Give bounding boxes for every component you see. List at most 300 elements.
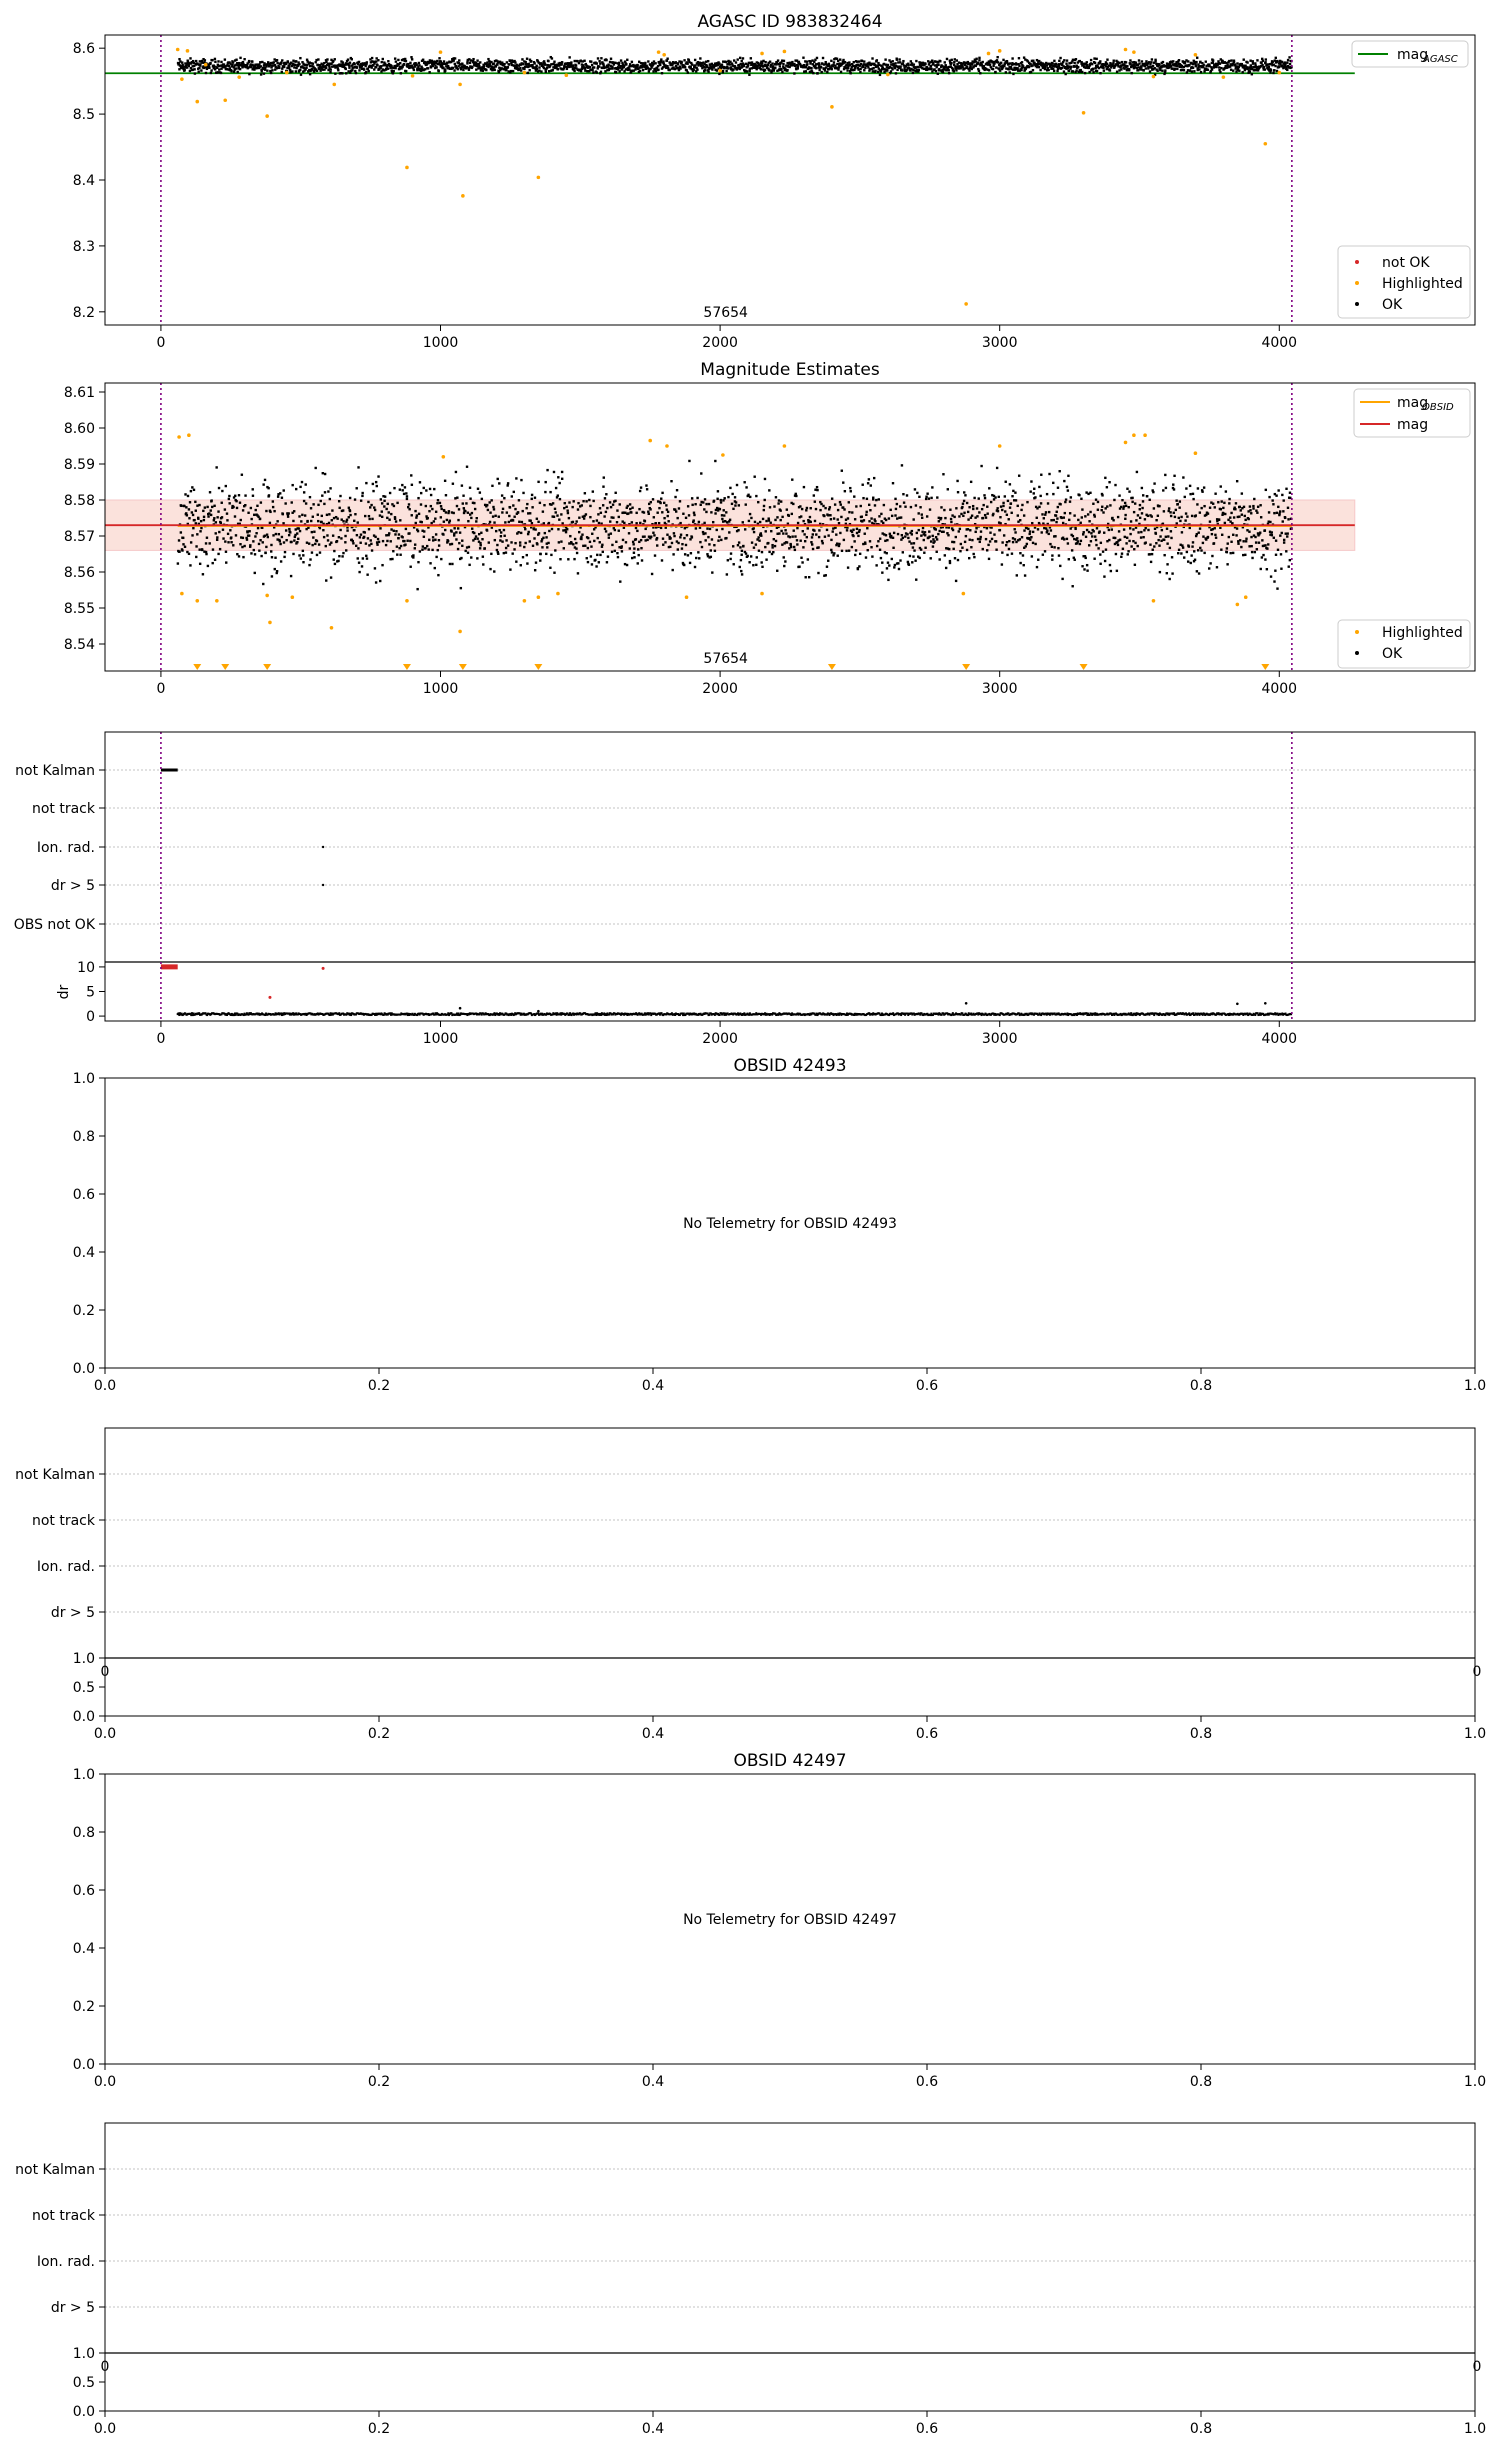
ok-point (292, 520, 294, 522)
ok-point (285, 539, 287, 541)
ok-point (996, 467, 998, 469)
ok-point (273, 61, 275, 63)
ok-point (883, 63, 885, 65)
ok-point (1135, 519, 1137, 521)
ok-point (333, 550, 335, 552)
ok-point (454, 63, 456, 65)
ok-point (381, 516, 383, 518)
ok-point (1102, 67, 1104, 69)
ok-point (325, 545, 327, 547)
ok-point (999, 529, 1001, 531)
ok-point (911, 533, 913, 535)
ok-point (337, 69, 339, 71)
ok-point (1155, 532, 1157, 534)
ok-point (440, 508, 442, 510)
ok-point (689, 562, 691, 564)
ok-point (457, 68, 459, 70)
ok-point (360, 533, 362, 535)
ok-point (453, 59, 455, 61)
ok-point (230, 70, 232, 72)
ok-point (1155, 542, 1157, 544)
ok-point (508, 63, 510, 65)
ok-point (385, 68, 387, 70)
ok-point (1176, 68, 1178, 70)
ok-point (844, 61, 846, 63)
ok-point (1049, 543, 1051, 545)
ok-point (916, 532, 918, 534)
ok-point (358, 69, 360, 71)
ok-point (1069, 527, 1071, 529)
ok-point (216, 516, 218, 518)
ok-point (870, 517, 872, 519)
ok-point (1162, 489, 1164, 491)
ok-point (1022, 554, 1024, 556)
ok-point (529, 512, 531, 514)
ok-point (961, 506, 963, 508)
ok-point (270, 72, 272, 74)
ok-point (1063, 59, 1065, 61)
ok-point (542, 510, 544, 512)
ok-point (1075, 69, 1077, 71)
ok-point (438, 539, 440, 541)
ok-point (559, 498, 561, 500)
ok-point (694, 59, 696, 61)
ok-point (606, 507, 608, 509)
ok-point (1026, 543, 1028, 545)
ok-point (589, 516, 591, 518)
ok-point (811, 536, 813, 538)
ok-point (1094, 535, 1096, 537)
ok-point (443, 60, 445, 62)
ok-point (966, 65, 968, 67)
ok-point (651, 573, 653, 575)
ok-point (810, 521, 812, 523)
ok-point (584, 69, 586, 71)
ok-point (1150, 561, 1152, 563)
ok-point (790, 546, 792, 548)
ok-point (217, 60, 219, 62)
ok-point (353, 529, 355, 531)
ok-point (351, 69, 353, 71)
ok-point (371, 549, 373, 551)
ok-point (1064, 512, 1066, 514)
ok-point (1061, 63, 1063, 65)
ok-point (658, 522, 660, 524)
ok-point (921, 517, 923, 519)
ok-point (1065, 498, 1067, 500)
ok-point (806, 507, 808, 509)
ok-point (1166, 563, 1168, 565)
estimates-title: Magnitude Estimates (700, 360, 880, 380)
ok-point (698, 557, 700, 559)
ok-point (646, 539, 648, 541)
ok-point (305, 67, 307, 69)
ok-point (1121, 61, 1123, 63)
ok-point (741, 60, 743, 62)
ok-point (455, 471, 457, 473)
ok-point (742, 57, 744, 59)
ok-point (794, 535, 796, 537)
ok-point (224, 508, 226, 510)
ok-point (1070, 66, 1072, 68)
ok-point (942, 71, 944, 73)
ok-point (1163, 554, 1165, 556)
ok-point (396, 545, 398, 547)
ok-point (696, 497, 698, 499)
ok-point (455, 538, 457, 540)
ok-point (405, 60, 407, 62)
ok-point (725, 537, 727, 539)
ok-point (473, 502, 475, 504)
ok-point (435, 556, 437, 558)
ok-point (969, 529, 971, 531)
ok-point (437, 549, 439, 551)
ok-point (887, 561, 889, 563)
ok-point (505, 547, 507, 549)
ok-point (234, 515, 236, 517)
ok-point (953, 70, 955, 72)
ok-point (1078, 494, 1080, 496)
ok-point (435, 533, 437, 535)
ok-point (466, 466, 468, 468)
ok-point (1113, 60, 1115, 62)
ok-point (978, 70, 980, 72)
ok-point (924, 531, 926, 533)
ok-point (589, 541, 591, 543)
ok-point (473, 532, 475, 534)
ok-point (513, 65, 515, 67)
ok-point (942, 473, 944, 475)
ok-point (195, 556, 197, 558)
ok-point (338, 507, 340, 509)
ok-point (1090, 540, 1092, 542)
ok-point (947, 66, 949, 68)
ok-point (337, 560, 339, 562)
ok-point (1003, 65, 1005, 67)
ok-point (722, 499, 724, 501)
ok-point (437, 499, 439, 501)
ok-point (381, 61, 383, 63)
ok-point (180, 505, 182, 507)
ok-point (615, 71, 617, 73)
ok-point (469, 487, 471, 489)
ok-point (870, 546, 872, 548)
ok-point (591, 69, 593, 71)
ok-point (489, 511, 491, 513)
ok-point (793, 546, 795, 548)
ok-point (305, 502, 307, 504)
ok-point (378, 541, 380, 543)
ok-point (817, 572, 819, 574)
ok-point (1187, 60, 1189, 62)
ok-point (1106, 58, 1108, 60)
ok-point (950, 518, 952, 520)
ok-point (908, 564, 910, 566)
ok-point (1116, 71, 1118, 73)
ok-point (874, 520, 876, 522)
ok-point (611, 544, 613, 546)
ok-point (761, 62, 763, 64)
ok-point (1086, 569, 1088, 571)
ok-point (984, 497, 986, 499)
ok-point (401, 536, 403, 538)
ok-point (512, 519, 514, 521)
ok-point (831, 497, 833, 499)
ok-point (235, 534, 237, 536)
ok-point (439, 502, 441, 504)
ok-point (303, 491, 305, 493)
ok-point (718, 536, 720, 538)
ok-point (612, 517, 614, 519)
highlighted-point (1222, 75, 1226, 79)
ok-point (315, 467, 317, 469)
ok-point (816, 72, 818, 74)
ok-point (355, 545, 357, 547)
ok-point (633, 552, 635, 554)
ok-point (1134, 542, 1136, 544)
highlighted-point (186, 49, 190, 53)
ok-point (740, 559, 742, 561)
ok-point (1058, 554, 1060, 556)
agasc-legend-point-label: OK (1382, 297, 1403, 313)
ok-point (309, 65, 311, 67)
ok-point (548, 522, 550, 524)
ok-point (764, 546, 766, 548)
ok-point (260, 73, 262, 75)
ok-point (221, 516, 223, 518)
ok-point (238, 494, 240, 496)
ok-point (186, 514, 188, 516)
ok-point (802, 57, 804, 59)
ok-point (930, 540, 932, 542)
ok-point (885, 519, 887, 521)
ok-point (1149, 70, 1151, 72)
ok-point (240, 519, 242, 521)
ok-point (189, 501, 191, 503)
ok-point (971, 63, 973, 65)
ok-point (694, 503, 696, 505)
ok-point (852, 529, 854, 531)
ok-point (354, 513, 356, 515)
ok-point (1246, 61, 1248, 63)
ok-point (383, 505, 385, 507)
ok-point (1211, 68, 1213, 70)
ok-point (1112, 519, 1114, 521)
ok-point (609, 501, 611, 503)
ok-point (804, 540, 806, 542)
ok-point (616, 552, 618, 554)
ok-point (1008, 540, 1010, 542)
ok-point (544, 491, 546, 493)
ok-point (1053, 70, 1055, 72)
ok-point (864, 67, 866, 69)
ok-point (655, 522, 657, 524)
ok-point (1110, 570, 1112, 572)
ok-point (471, 512, 473, 514)
ok-point (582, 64, 584, 66)
ok-point (656, 512, 658, 514)
ok-point (356, 66, 358, 68)
ok-point (438, 544, 440, 546)
ok-point (557, 494, 559, 496)
ok-point (1102, 550, 1104, 552)
ok-point (550, 63, 552, 65)
ok-point (1094, 515, 1096, 517)
ok-point (866, 527, 868, 529)
ok-point (862, 66, 864, 68)
ok-point (839, 58, 841, 60)
ok-point (707, 70, 709, 72)
ok-point (1038, 506, 1040, 508)
ok-point (563, 547, 565, 549)
ok-point (1108, 539, 1110, 541)
ok-point (771, 546, 773, 548)
ok-point (1232, 69, 1234, 71)
ok-point (182, 537, 184, 539)
ok-point (598, 561, 600, 563)
ok-point (1057, 547, 1059, 549)
ok-point (1009, 71, 1011, 73)
ok-point (546, 469, 548, 471)
ok-point (647, 511, 649, 513)
ok-point (1094, 62, 1096, 64)
ok-point (536, 543, 538, 545)
ok-point (944, 61, 946, 63)
ok-point (826, 71, 828, 73)
ok-point (522, 556, 524, 558)
ok-point (759, 521, 761, 523)
ok-point (734, 496, 736, 498)
ok-point (887, 64, 889, 66)
highlighted-point (657, 50, 661, 54)
ok-point (523, 546, 525, 548)
ok-point (841, 470, 843, 472)
ok-point (810, 541, 812, 543)
ok-point (1122, 507, 1124, 509)
ok-point (449, 563, 451, 565)
ok-point (800, 557, 802, 559)
ok-point (865, 514, 867, 516)
ok-point (353, 520, 355, 522)
ok-point (1278, 66, 1280, 68)
ok-point (363, 68, 365, 70)
ok-point (1218, 66, 1220, 68)
ok-point (913, 549, 915, 551)
ok-point (988, 69, 990, 71)
ok-point (666, 508, 668, 510)
ok-point (869, 68, 871, 70)
ok-point (561, 63, 563, 65)
ok-point (375, 581, 377, 583)
ok-point (614, 550, 616, 552)
ok-point (1057, 506, 1059, 508)
ok-point (636, 530, 638, 532)
ok-point (309, 558, 311, 560)
ok-point (288, 534, 290, 536)
ok-point (740, 554, 742, 556)
ok-point (515, 477, 517, 479)
ok-point (673, 532, 675, 534)
ok-point (986, 549, 988, 551)
ok-point (469, 497, 471, 499)
ok-point (859, 71, 861, 73)
ok-point (392, 72, 394, 74)
ok-point (217, 510, 219, 512)
ok-point (893, 566, 895, 568)
highlighted-point (886, 73, 890, 77)
ok-point (543, 504, 545, 506)
ok-point (326, 514, 328, 516)
ok-point (1125, 505, 1127, 507)
ok-point (371, 518, 373, 520)
ok-point (294, 64, 296, 66)
ok-point (220, 61, 222, 63)
ok-point (1111, 517, 1113, 519)
ok-point (521, 58, 523, 60)
ok-point (760, 68, 762, 70)
ok-point (585, 500, 587, 502)
ok-point (505, 539, 507, 541)
ok-point (746, 70, 748, 72)
ok-point (659, 64, 661, 66)
ok-point (1063, 70, 1065, 72)
ok-point (504, 521, 506, 523)
ok-point (993, 533, 995, 535)
ok-point (213, 65, 215, 67)
ok-point (683, 564, 685, 566)
ok-point (1128, 69, 1130, 71)
ok-point (575, 542, 577, 544)
ok-point (907, 64, 909, 66)
ok-point (498, 529, 500, 531)
ok-point (270, 550, 272, 552)
ok-point (345, 549, 347, 551)
ok-point (1207, 69, 1209, 71)
ok-point (213, 505, 215, 507)
ok-point (945, 567, 947, 569)
ok-point (654, 62, 656, 64)
ok-point (493, 508, 495, 510)
ok-point (508, 515, 510, 517)
ok-point (293, 539, 295, 541)
ok-point (704, 69, 706, 71)
ok-point (1023, 529, 1025, 531)
highlighted-point (180, 77, 184, 81)
ok-point (1141, 512, 1143, 514)
ok-point (822, 505, 824, 507)
ok-point (833, 552, 835, 554)
ok-point (966, 549, 968, 551)
ok-point (857, 568, 859, 570)
ok-point (297, 538, 299, 540)
ok-point (331, 509, 333, 511)
ok-point (686, 534, 688, 536)
ok-point (1012, 73, 1014, 75)
ok-point (1158, 544, 1160, 546)
ok-point (611, 66, 613, 68)
ok-point (1125, 61, 1127, 63)
ok-point (1068, 70, 1070, 72)
ok-point (456, 496, 458, 498)
agasc-legend-mag-label: mag (1397, 47, 1429, 63)
ok-point (432, 539, 434, 541)
ok-point (525, 61, 527, 63)
ok-point (749, 496, 751, 498)
ok-point (300, 74, 302, 76)
ok-point (198, 548, 200, 550)
ok-point (398, 547, 400, 549)
ok-point (823, 515, 825, 517)
